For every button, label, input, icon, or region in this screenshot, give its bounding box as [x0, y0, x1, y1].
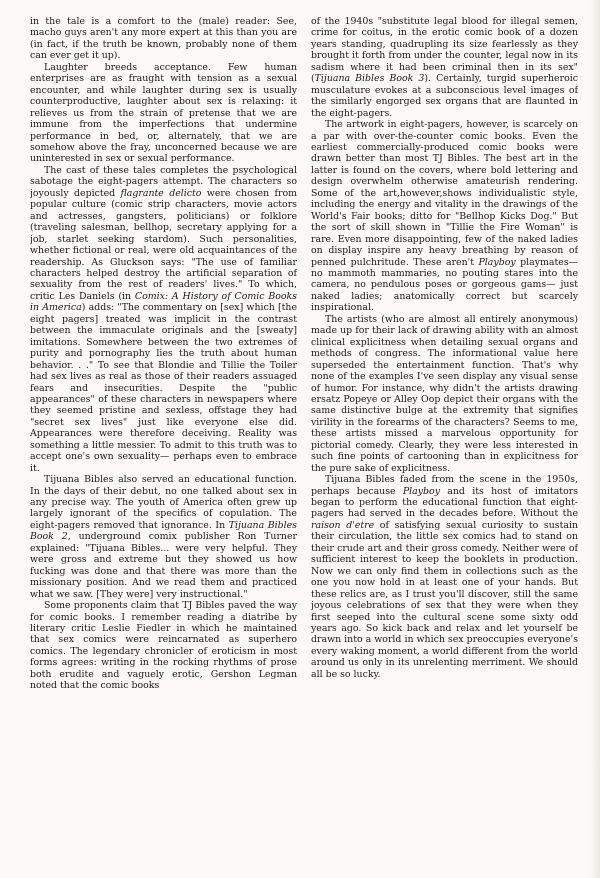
paragraph-2-3 — [311, 314, 578, 474]
italic-run: Tijuana Bibles Book 3 — [314, 73, 425, 85]
paragraph-1-3 — [30, 165, 297, 474]
italic-run: raison d'etre — [311, 519, 375, 531]
text-run: Tijuana Bibles faded from the scene in the 1950s, perhaps because — [311, 474, 578, 497]
paragraph-2-2 — [311, 119, 578, 314]
text-run: Tijuana Bibles also served an educational function. In the days of their debut, no one talked about sex in any precise way. The youth of America often grew up largely ignorant of the specifics of copulation. The eight-pagers removed that ignorance. In — [30, 474, 297, 531]
paragraph-1-4 — [30, 474, 297, 600]
italic-run: flagrante delicto — [120, 187, 202, 199]
text-run: were chosen from popular culture (comic strip characters, movie actors and actresses, gangsters, politicians) or folklore (traveling salesman, bellhop, secretary applying for a job, starlet seeking stardom). Such personalities, whether fictional or real, were old acquaintances of the readership. As Gluckson says: "The use of familiar characters helped destroy the artificial separation of sexuality from the rest of readers' lives." To which, critic Les Daniels (in — [30, 187, 297, 302]
italic-run: Playboy — [478, 256, 516, 268]
text-run: ). Certainly, turgid superheroic musculature evokes at a subconscious level images of the similarly engorged sex organs that are flaunted in the eight-pagers. — [311, 73, 578, 119]
text-run: , underground comix publisher Ron Turner explained: "Tijuana Bibles... were very helpful. They were gross and extreme but they showed us how fucking was done and that there was more than the missionary position. And we read them and practiced what we saw. [They were] very instructional." — [30, 531, 297, 600]
paragraph-2-4 — [311, 474, 578, 680]
text-run: in the tale is a comfort to the (male) reader: See, macho guys aren't any more expert at this than you are (in fact, if the truth be known, probably none of them can ever get it up). — [30, 16, 297, 62]
italic-run: Tijuana Bibles Book 2 — [30, 519, 297, 543]
text-run: The artists (who are almost all entirely anonymous) made up for their lack of drawing ability with an almost clinical explicitness when detailing sexual organs and methods of congress. The informational value here superseded the entertainment function. That's why none of the examples I've seen display any visual sense of humor. For instance, why didn't the artists drawing ersatz Popeye or Alley Oop depict their organs with the same distinctive bulge at the extremity that signifies virility in the forearms of the characters? Seems to me, these artists missed a marvelous opportunity for pictorial comedy. Clearly, they were less interested in such fine points of cartooning than in explicitness for the pure sake of explicitness. — [311, 313, 578, 474]
paragraph-1-2 — [30, 62, 297, 165]
text-run: Some proponents claim that TJ Bibles paved the way for comic books. I remember reading a diatribe by literary critic Leslie Fiedler in which he maintained that sex comics were reincarnated as superhero comics. The legendary chronicler of eroticism in most forms agrees: writing in the rocking rhythms of prose both erudite and vaguely erotic, Gershon Legman noted that the comic books — [30, 600, 297, 692]
text-run: of satisfying sexual curiosity to sustain their circulation, the little sex comics had to stand on their crude art and their gross comedy. Neither were of sufficient interest to keep the booklets in production. Now we can only find them in collections such as the one you now hold in at least one of your hands. But these relics are, as I trust you'll discover, still the same joyous celebrations of sex that they were when they first seeped into the cultural scene some sixty odd years ago. So kick back and relax and let yourself be drawn into a world in which sex preoccupies everyone's every waking moment, a world different from the world around us only in its unrelenting merriment. We should all be so lucky. — [311, 519, 578, 680]
right-column — [311, 16, 578, 868]
left-column — [30, 16, 297, 868]
italic-run: Playboy — [402, 485, 440, 497]
text-run: Laughter breeds acceptance. Few human enterprises are as fraught with tension as a sexual encounter, and while laughter during sex is usually counterproductive, laughter about sex is relaxing: it relieves us from the strain of pretense that we are immune from the imperfections that undermine performance in bed, or, alternately, that we are somehow above the fray, unconcerned because we are uninterested in sex or sexual performance. — [30, 61, 297, 165]
text-run: and its host of imitators began to perform the educational function that eight-pagers had served in the decades before. Without the — [311, 485, 578, 520]
page-edge-shadow — [590, 0, 600, 878]
paragraph-1-5 — [30, 600, 297, 692]
paragraph-2-1 — [311, 16, 578, 119]
text-run: The artwork in eight-pagers, however, is scarcely on a par with over-the-counter comic books. Even the earliest commercially-produced comic books were drawn better than most TJ Bibles. The best art in the latter is found on the covers, where bold lettering and design overwhelm otherwise amateurish rendering. Some of the art,however,shows individualistic style, including the energy and vitality in the drawings of the World's Fair books; ditto for "Bellhop Kicks Dog." But the sort of skill shown in "Tillie the Fire Woman" is rare. Even more disappointing, few of the naked ladies on display inspire any heavy breathing by reason of penned pulchritude. These aren't — [311, 119, 578, 268]
italic-run: Comix: A History of Comic Books in America — [30, 290, 297, 314]
text-run: The cast of these tales completes the psychological sabotage the eight-pagers attempt. The characters so joyously depicted — [30, 164, 297, 199]
text-run: of the 1940s "substitute legal blood for illegal semen, crime for coitus, in the erotic comic book of a dozen years standing, quadrupling its size fearlessly as they brought it forth from under the counter, legal now in its sadism where it had been criminal then in its sex" ( — [311, 16, 578, 85]
text-run: ) adds: "The commentary on [sex] which [the eight pagers] treated was implicit in the contrast between the immaculate originals and the [sweaty] imitations. Somewhere between the two extremes of purity and pornography lies the truth about human behavior. . ." To see that Blondie and Tillie the Toiler had sex lives as real as those of their readers assuaged fears and insecurities. Despite the "public appearances" of these characters in newspapers where they seemed pristine and sexless, offstage they had "secret sex lives" just like everyone else did. Appearances were therefore deceiving. Reality was something a little messier. To admit to this truth was to accept one's own sexuality— perhaps even to embrace it. — [30, 302, 297, 474]
text-run: playmates— no mammoth mammaries, no pouting stares into the camera, no pendulous poses or gorgeous gams— just naked ladies; anatomically correct but scarcely inspirational. — [311, 256, 578, 314]
two-column-body — [30, 16, 578, 868]
paragraph-1-1 — [30, 16, 297, 62]
